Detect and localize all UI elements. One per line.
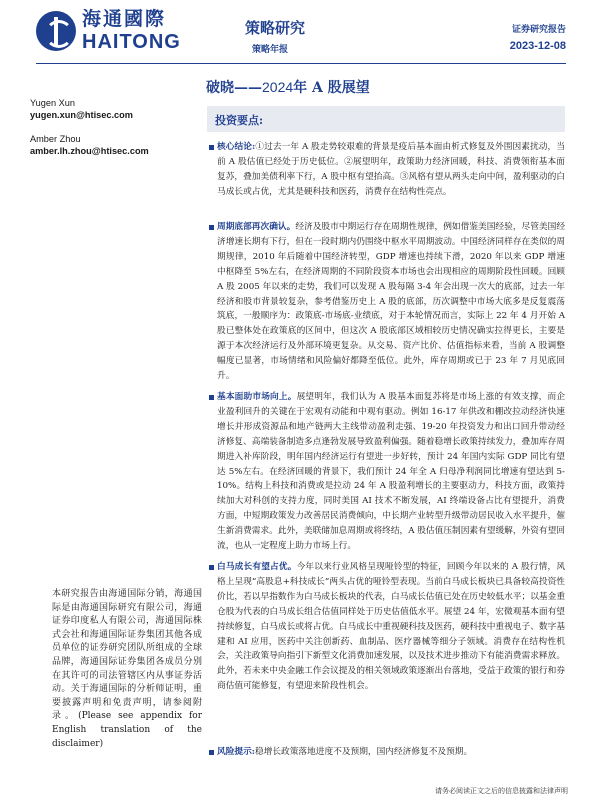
author-block: [30, 97, 200, 121]
report-kind: 证券研究报告: [511, 25, 566, 35]
key-point-text: ①过去一年 A 股走势较艰难的背景是疫后基本面由析式修复及外围因素扰动，当前 A 股估值已经处于历史低位。②展望明年，政策助力经济回暖，科技、消费领衔基本面复苏，叠加美债利率下行，A 股中枢有望抬高。③风格有望从两头走向中间，盈利驱动的白马成长或占优，尤其是硬科技和医药，消费存在结构性亮点。: [217, 142, 565, 197]
key-point-item: [207, 220, 565, 384]
key-point-text: 经济及股市中期运行存在周期性规律，例如借鉴美国经验，尽管美国经济增速长期有下行，但在一段时期内仍围绕中枢水平周期波动。中国经济同样存在类似的周期规律，2010 年后随着中国经济转型，GDP 增速也持续下滑，2020 年以来 GDP 增速中枢降至 5%左右，在经济周期的不同阶段资本市场也会出现相应的周期阶段性回暖。回顾 A 股 2005 年以来的走势，我们可以发现 A 股每隔 3-4 年会出现一次大的底部，过去一年经济和股市背景较复杂，参考借鉴历史上 A 股的底部，历次调整中市场大底多是反复震荡筑底，一般顺序为：政策底-市场底-业绩底，对于本轮情况而言，实际上 22 年 4 月开始 A 股已整体处在政策底的区间中，但这次 A 股底部区域相较历史情况确实拉得更长，主要是源于本次经济运行及外部环境更复杂。从交易、资产比价、估值指标来看，当前 A 股调整幅度已显著，市场情绪和风险偏好都降至低位。此外，库存周期或已于 23 年 7 月见底回升。: [217, 222, 566, 382]
bullet-square-icon: [209, 225, 214, 230]
author-block: [30, 133, 200, 157]
key-point-lead: 白马成长有望占优。: [217, 562, 297, 572]
author-email[interactable]: yugen.xun@htisec.com: [30, 110, 133, 120]
key-point-item: [207, 560, 565, 694]
haitong-logo: [36, 10, 181, 52]
key-point-item: [207, 745, 565, 760]
logo-english-text: HAITONG: [82, 31, 181, 53]
title-suffix: 年 A 股展望: [293, 80, 370, 96]
author-name: Amber Zhou: [30, 134, 81, 144]
report-header: [0, 0, 600, 70]
key-point-lead: 周期底部再次确认。: [217, 222, 296, 232]
key-points-title: 投资要点:: [215, 114, 264, 127]
key-points-header: [207, 106, 565, 132]
key-point-text: 展望明年，我们认为 A 股基本面复苏将是市场上涨的有效支撑，而企业盈利回升的关键在于宏观有动能和中观有驱动。例如 16-17 年供改和棚改拉动经济快速增长并形成资源品和地产链两大主线带动盈利走强、19-20 年投资发力和出口回升带动经济修复、高端装备制造多点逢勃发展导致盈利偏强。随着稳增长政策持续发力，叠加库存周期进入补库阶段，明年国内经济运行有望进一步好转，预计 24 年国内实际 GDP 同比有望达 5%左右。在经济回暖的背景下，我们预计 24 年全 A 归母净利润同比增速有望达到 5-10%。结构上科技和消费或是拉动 24 年 A 股盈利增长的主要驱动力，科技方面，政策持续加大对科创的支持力度，同时美国 AI 技术不断发展，AI 终端设备占比有望提升，消费方面，中短期政策发力改善居民消费倾向，中长期产业转型升级带动居民收入水平提升，催生新消费需求。此外，美联储加息周期或将终结，A 股估值压制因素有望缓解，外资有望回流，也从一定程度上助力市场上行。: [217, 392, 566, 552]
report-title: [206, 77, 370, 97]
author-name: Yugen Xun: [30, 98, 75, 108]
haitong-emblem-icon: [36, 11, 76, 51]
author-email[interactable]: amber.lh.zhou@htisec.com: [30, 146, 149, 156]
author-list: [30, 97, 200, 169]
title-prefix: 破晓——: [206, 80, 262, 96]
key-point-item: [207, 390, 565, 554]
title-year: 2024: [262, 79, 294, 95]
key-point-lead: 风险提示:: [217, 747, 255, 757]
key-point-lead: 核心结论:: [217, 142, 256, 152]
key-point-text: 稳增长政策落地进度不及预期，国内经济修复不及预期。: [254, 747, 473, 757]
distribution-disclaimer: 本研究报告由海通国际分销，海通国际是由海通国际研究有限公司，海通证券印度私人有限公司，海通国际株式会社和海通国际证券集团其他各成员单位的证券研究团队所组成的全球品牌，海通国际证券集团各成员分别在其许可的司法管辖区内从事证券活动。关于海通国际的分析师证明，重要披露声明和免责声明，请参阅附录。(Please see appendix for English translation of the disclaimer): [52, 589, 202, 749]
bullet-square-icon: [209, 565, 214, 570]
logo-chinese-text: 海通國際: [82, 8, 167, 30]
page-footer: 请务必阅读正文之后的信息披露和法律声明: [435, 787, 568, 795]
header-divider: [36, 63, 566, 64]
report-type: 策略研究: [245, 19, 306, 37]
bullet-square-icon: [209, 145, 214, 150]
bullet-square-icon: [209, 750, 214, 755]
key-point-item: [207, 140, 565, 200]
key-point-text: 今年以来行业风格呈现哑铃型的特征，回顾今年以来的 A 股行情，风格上呈现“高股息+科技成长”两头占优的哑铃型表现。当前白马成长板块已具备较高投资性价比，若以早指数作为白马成长板块的代表，白马成长估值已处在历史较低水平；以基金重仓股为代表的白马成长组合估值同样处于历史估值低水平。展望 24 年，宏微观基本面有望持续修复，白马成长或将占优。白马成长中重视硬科技及医药，硬科技中重视电子、数字基建和 AI 应用，医药中关注创新药、血制品、医疗器械等细分子领域。消费存在结构性机会，关注政策导向指引下新型文化消费加速发展，以及技术进步推动下有能消费需求释放。此外，若未来中央金融工作会议提及的相关领域政策逐渐出台落地，受益于政策的银行和券商估值可能修复，有望迎来阶段性机会。: [217, 562, 566, 692]
report-subtype: 策略年报: [252, 45, 289, 55]
key-point-lead: 基本面助市场向上。: [217, 392, 297, 402]
bullet-square-icon: [209, 395, 214, 400]
report-date: 2023-12-08: [509, 40, 566, 52]
